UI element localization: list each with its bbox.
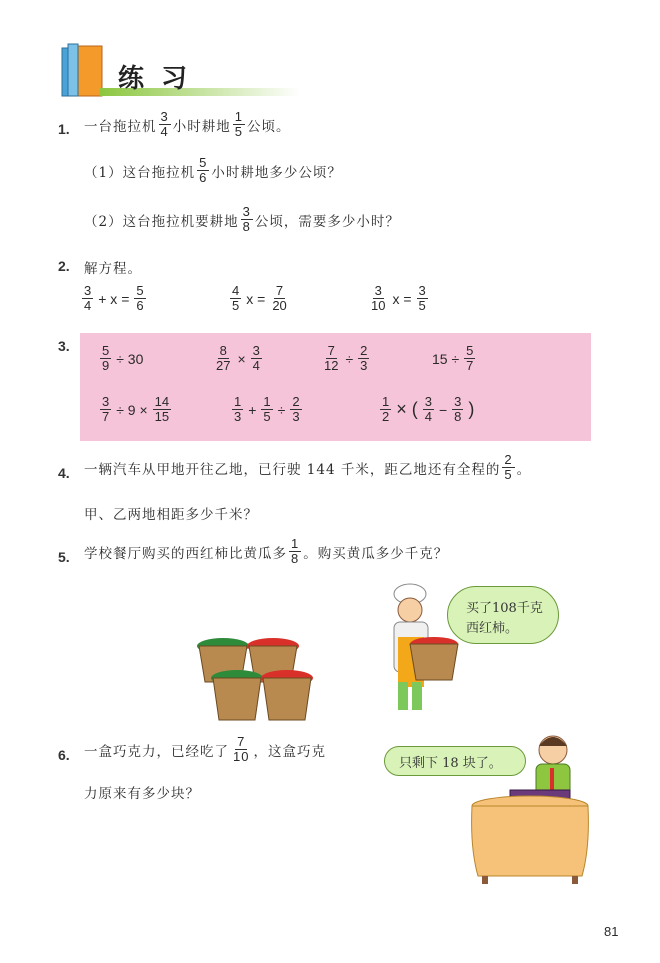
calc-7-op1: × ( [396, 399, 418, 419]
question-5-text [84, 537, 448, 566]
question-number-2: 2. [58, 258, 70, 274]
equation-3: $\frac{3}{10}$ x = $\frac{3}{5}$ [371, 283, 426, 313]
q1-sub2-text-b: 公顷，需要多少小时？ [254, 213, 400, 230]
q1-fraction-2: $\frac{1}{5}$ [234, 109, 243, 139]
q1-sub1-text-b: 小时耕地多少公顷？ [211, 164, 342, 181]
question-number-3: 3. [58, 338, 70, 354]
boy-at-table-illustration [468, 728, 598, 888]
question-number-5: 5. [58, 549, 70, 565]
question-4-line-2: 甲、乙两地相距多少千米？ [84, 507, 258, 523]
question-1-sub-1 [84, 156, 342, 185]
speech-bubble-chef [447, 586, 559, 644]
question-number-4: 4. [58, 465, 70, 481]
question-1-sub-2 [84, 205, 400, 234]
q4-line1-text: 一辆汽车从甲地开往乙地，已行驶 144 千米，距乙地还有全程的 [84, 461, 501, 478]
calc-1: $\frac{5}{9}$ ÷ 30 [102, 343, 144, 373]
calc-3-op: ÷ [345, 350, 354, 367]
q1-sub1-text-a: （1）这台拖拉机 [84, 164, 196, 181]
q5-text-b: 。购买黄瓜多少千克？ [303, 545, 449, 562]
calc-5-mid: ÷ 9 × [116, 401, 148, 418]
calc-4-pre: 15 ÷ [432, 350, 460, 367]
q1-sub1-fraction: $\frac{5}{6}$ [199, 155, 208, 185]
calc-3: $\frac{7}{12}$ ÷ $\frac{2}{3}$ [324, 343, 368, 373]
q5-fraction: $\frac{1}{8}$ [291, 536, 300, 566]
q6-text-a: 一盒巧克力，已经吃了 [84, 743, 229, 760]
calc-6: $\frac{1}{3}$ + $\frac{1}{5}$ ÷ $\frac{2}{3}$ [234, 394, 300, 424]
q6-text-b: ，这盒巧克 [253, 743, 326, 760]
bubble-boy-text: 只剩下 18 块了。 [399, 756, 502, 771]
q1-fraction-1: $\frac{3}{4}$ [160, 109, 169, 139]
calc-2-op: × [237, 350, 246, 367]
question-6-line-1 [84, 735, 326, 764]
q1-text-b: 小时耕地 [172, 118, 231, 135]
calc-5: $\frac{3}{7}$ ÷ 9 × $\frac{14}{15}$ [102, 394, 170, 424]
calc-7-op2: − [438, 401, 448, 418]
page-number: 81 [604, 924, 619, 939]
equation-3-mid: x = [392, 290, 412, 307]
question-2-text: 解方程。 [84, 261, 142, 277]
question-number-6: 6. [58, 747, 70, 763]
calc-4: 15 ÷ $\frac{5}{7}$ [432, 343, 474, 373]
q5-text-a: 学校餐厅购买的西红柿比黄瓜多 [84, 545, 287, 562]
question-1-text [84, 110, 290, 139]
bubble-chef-line-1: 买了108千克 [466, 601, 543, 616]
equation-1: $\frac{3}{4}$ + x = $\frac{5}{6}$ [84, 283, 144, 313]
page-title: 练 习 [118, 64, 192, 94]
q1-sub2-fraction: $\frac{3}{8}$ [242, 204, 251, 234]
calc-1-tail: ÷ 30 [116, 350, 144, 367]
q1-text-c: 公顷。 [246, 118, 291, 135]
q6-fraction: $\frac{7}{10}$ [233, 734, 250, 764]
question-6-line-2: 力原来有多少块？ [84, 786, 200, 802]
q1-sub2-text-a: （2）这台拖拉机要耕地 [84, 213, 239, 230]
bubble-chef-line-2: 西红柿。 [466, 621, 519, 636]
equation-1-mid: + x = [98, 290, 130, 307]
equation-2-mid: x = [246, 290, 266, 307]
calc-6-op2: ÷ [277, 401, 286, 418]
calc-2: $\frac{8}{27}$ × $\frac{3}{4}$ [216, 343, 260, 373]
q1-text-a: 一台拖拉机 [84, 118, 157, 135]
equation-2: $\frac{4}{5}$ x = $\frac{7}{20}$ [232, 283, 287, 313]
calc-7-close: ) [468, 399, 475, 419]
q4-line1-end: 。 [516, 461, 532, 478]
question-4-line-1 [84, 453, 531, 482]
vegetable-baskets-illustration [195, 628, 320, 728]
q4-fraction: $\frac{2}{5}$ [504, 452, 513, 482]
calc-6-op1: + [248, 401, 257, 418]
calc-7: $\frac{1}{2}$ × ( $\frac{3}{4}$ − $\frac{3}{8}$ ) [382, 394, 475, 424]
question-number-1: 1. [58, 121, 70, 137]
